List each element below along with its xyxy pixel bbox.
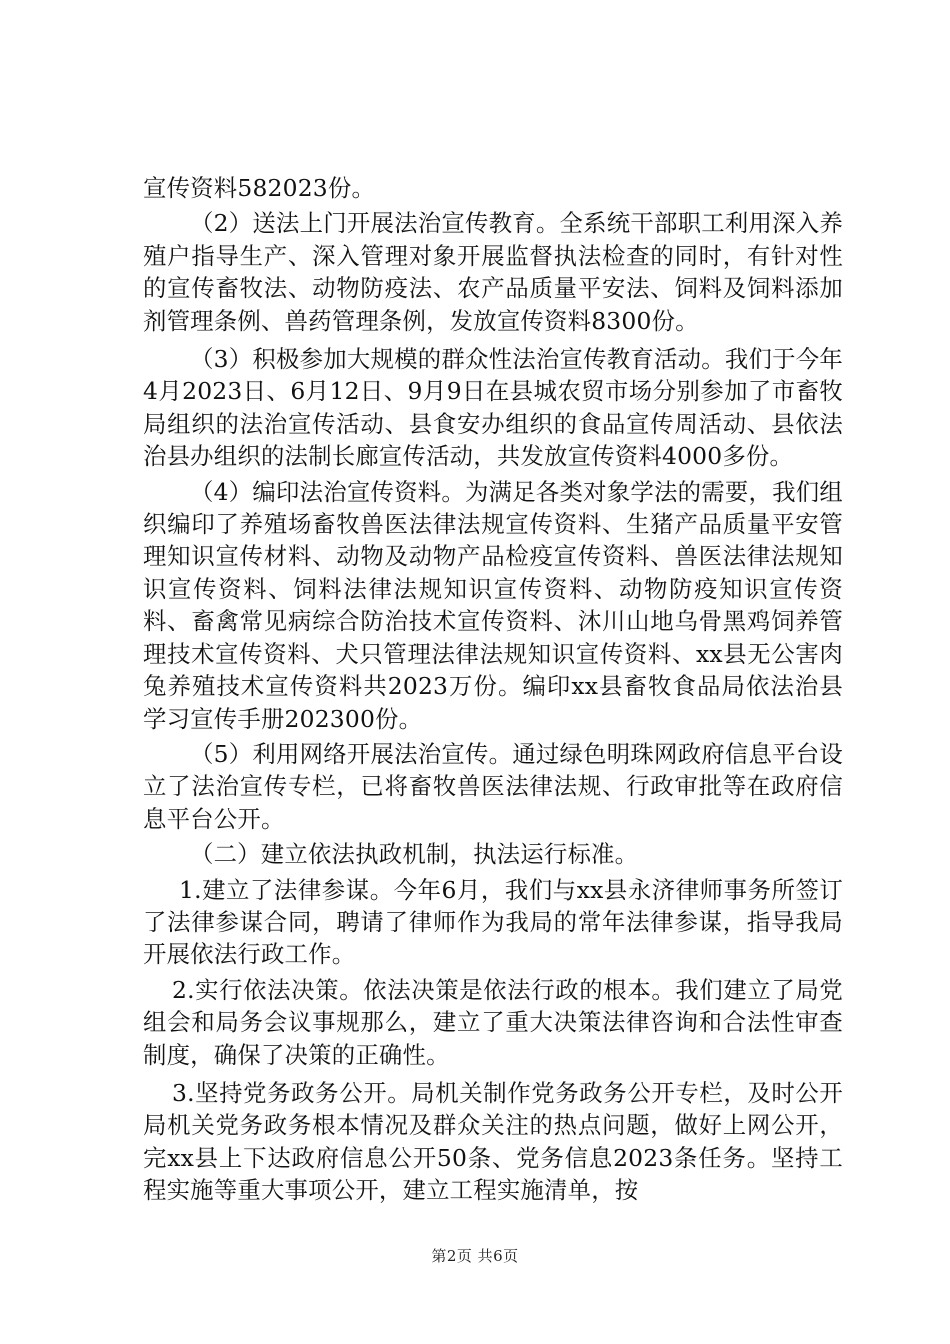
section-heading-2: （二）建立依法执政机制，执法运行标准。	[190, 840, 639, 869]
paragraph-continuation: 宣传资料582023份。	[143, 174, 376, 202]
paragraph-point-1: 1.建立了法律参谋。今年6月，我们与xx县永济律师事务所签订了法律参谋合同，聘请了律师作为我局的常年法律参谋，指导我局开展依法行政工作。	[143, 875, 843, 969]
paragraph-item-3: （3）积极参加大规模的群众性法治宣传教育活动。我们于今年4月2023日、6月12日、9月9日在县城农贸市场分别参加了市畜牧局组织的法治宣传活动、县食安办组织的食品宣传周活动、县依法治县办组织的法制长廊宣传活动，共发放宣传资料4000多份。	[143, 345, 843, 471]
paragraph-item-2: （2）送法上门开展法治宣传教育。全系统干部职工利用深入养殖户指导生产、深入管理对象开展监督执法检查的同时，有针对性的宣传畜牧法、动物防疫法、农产品质量平安法、饲料及饲料添加剂管理条例、兽药管理条例，发放宣传资料8300份。	[143, 209, 843, 335]
paragraph-item-4: （4）编印法治宣传资料。为满足各类对象学法的需要，我们组织编印了养殖场畜牧兽医法律法规宣传资料、生猪产品质量平安管理知识宣传材料、动物及动物产品检疫宣传资料、兽医法律法规知识宣传资料、饲料法律法规知识宣传资料、动物防疫知识宣传资料、畜禽常见病综合防治技术宣传资料、沐川山地乌骨黑鸡饲养管理技术宣传资料、犬只管理法律法规知识宣传资料、xx县无公害肉兔养殖技术宣传资料共2023万份。编印xx县畜牧食品局依法治县学习宣传手册202300份。	[143, 477, 843, 733]
paragraph-point-3: 3.坚持党务政务公开。局机关制作党务政务公开专栏，及时公开局机关党务政务根本情况及群众关注的热点问题，做好上网公开，完xx县上下达政府信息公开50条、党务信息2023条任务。坚持工程实施等重大事项公开，建立工程实施清单，按	[143, 1078, 843, 1205]
page-number-footer: 第2页 共6页	[431, 1247, 519, 1265]
paragraph-point-2: 2.实行依法决策。依法决策是依法行政的根本。我们建立了局党组会和局务会议事规那么，建立了重大决策法律咨询和合法性审查制度，确保了决策的正确性。	[143, 975, 843, 1069]
paragraph-item-5: （5）利用网络开展法治宣传。通过绿色明珠网政府信息平台设立了法治宣传专栏，已将畜牧兽医法律法规、行政审批等在政府信息平台公开。	[143, 739, 843, 833]
document-body	[143, 172, 843, 1207]
